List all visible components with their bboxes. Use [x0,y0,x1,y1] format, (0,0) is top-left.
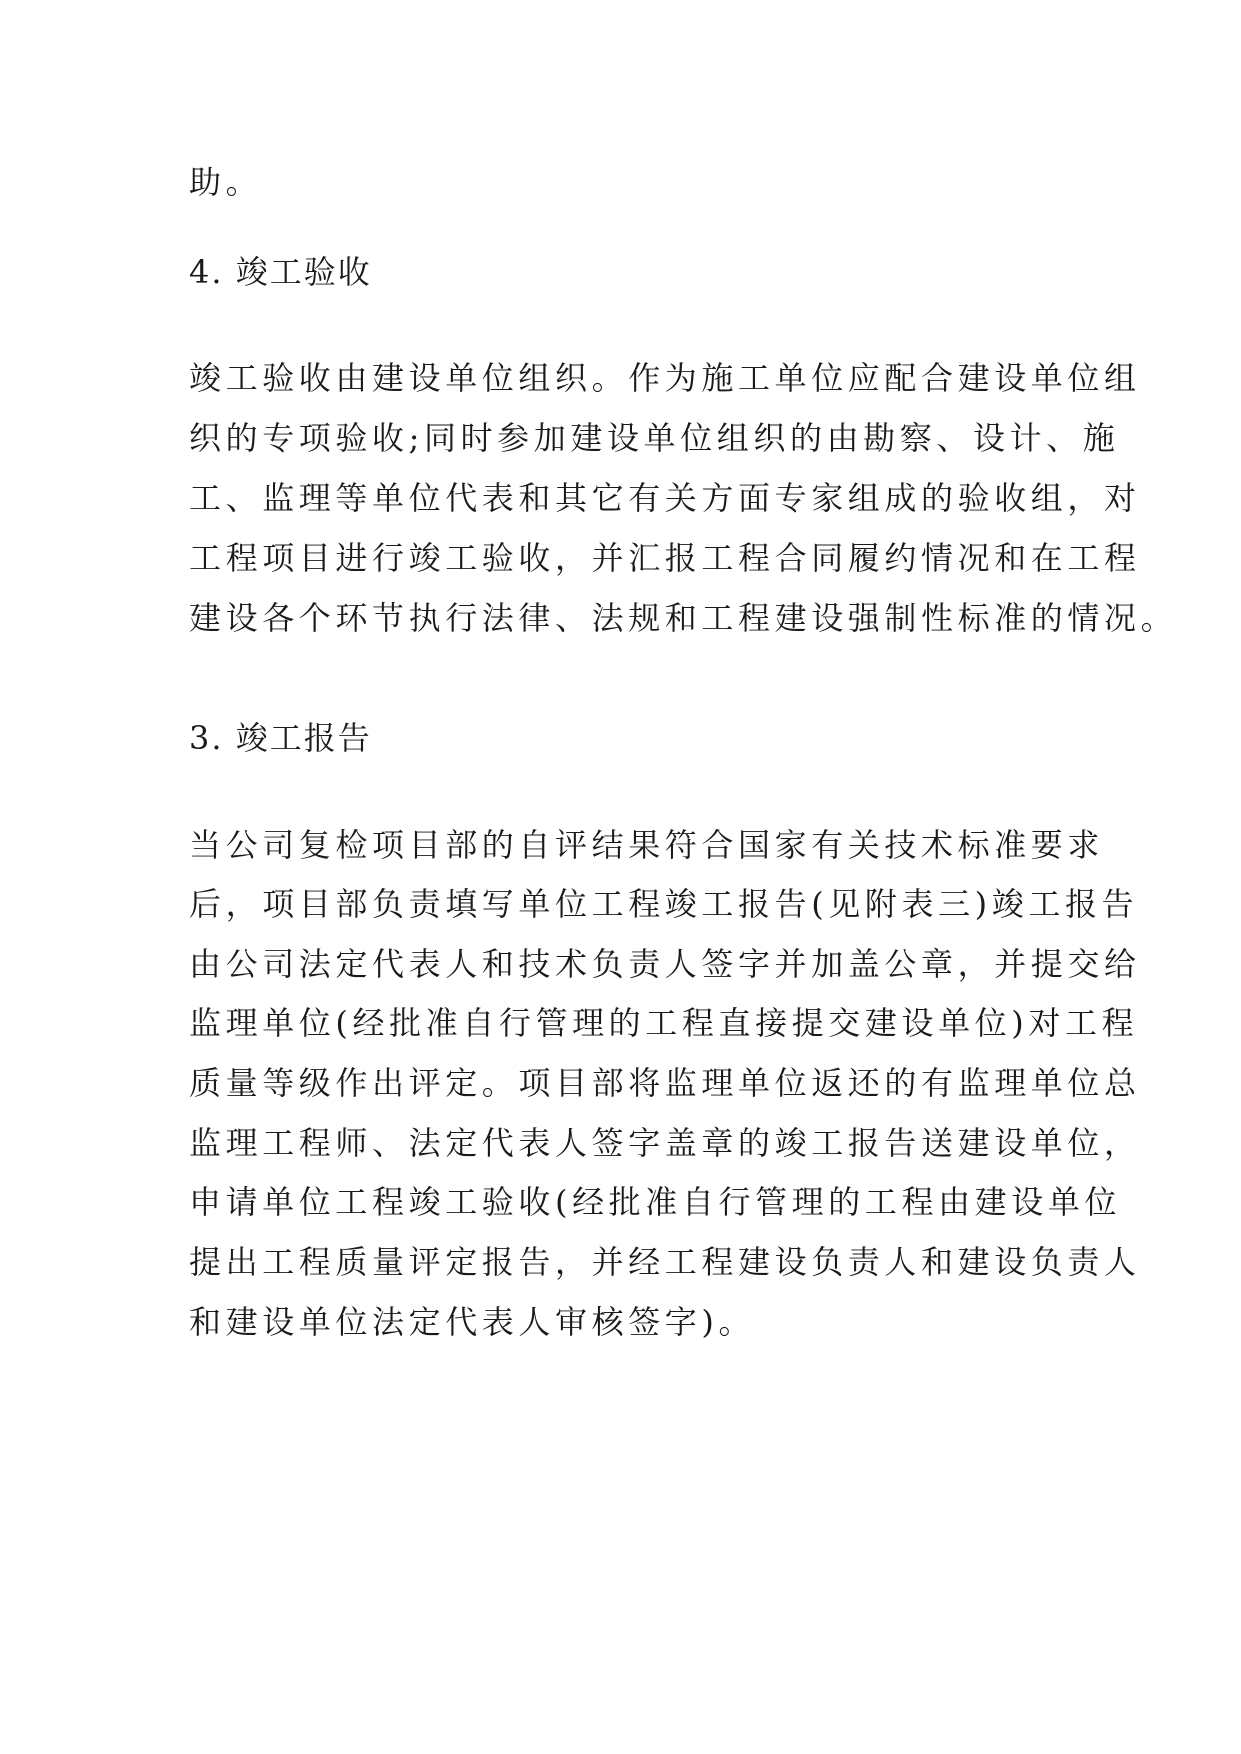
paragraph-line: 由公司法定代表人和技术负责人签字并加盖公章，并提交给 [189,945,1141,983]
paragraph-line: 申请单位工程竣工验收(经批准自行管理的工程由建设单位 [189,1183,1122,1221]
paragraph-line: 建设各个环节执行法律、法规和工程建设强制性标准的情况。 [189,599,1178,637]
paragraph-line: 后，项目部负责填写单位工程竣工报告(见附表三)竣工报告 [189,885,1139,923]
paragraph-line: 工程项目进行竣工验收，并汇报工程合同履约情况和在工程 [189,539,1141,577]
paragraph-line: 提出工程质量评定报告，并经工程建设负责人和建设负责人 [189,1243,1141,1281]
paragraph-line: 质量等级作出评定。项目部将监理单位返还的有监理单位总 [189,1064,1141,1102]
paragraph-line: 当公司复检项目部的自评结果符合国家有关技术标准要求 [189,826,1105,864]
paragraph-fragment: 助。 [189,163,263,201]
section-heading-4: 4. 竣工验收 [189,253,372,291]
paragraph-line: 监理工程师、法定代表人签字盖章的竣工报告送建设单位， [189,1124,1141,1162]
paragraph-line: 工、监理等单位代表和其它有关方面专家组成的验收组，对 [189,479,1141,517]
section-heading-3: 3. 竣工报告 [189,719,372,757]
paragraph-line: 监理单位(经批准自行管理的工程直接提交建设单位)对工程 [189,1004,1139,1042]
paragraph-line: 织的专项验收;同时参加建设单位组织的由勘察、设计、施 [189,419,1120,457]
paragraph-line: 和建设单位法定代表人审核签字)。 [189,1303,756,1341]
paragraph-line: 竣工验收由建设单位组织。作为施工单位应配合建设单位组 [189,359,1141,397]
